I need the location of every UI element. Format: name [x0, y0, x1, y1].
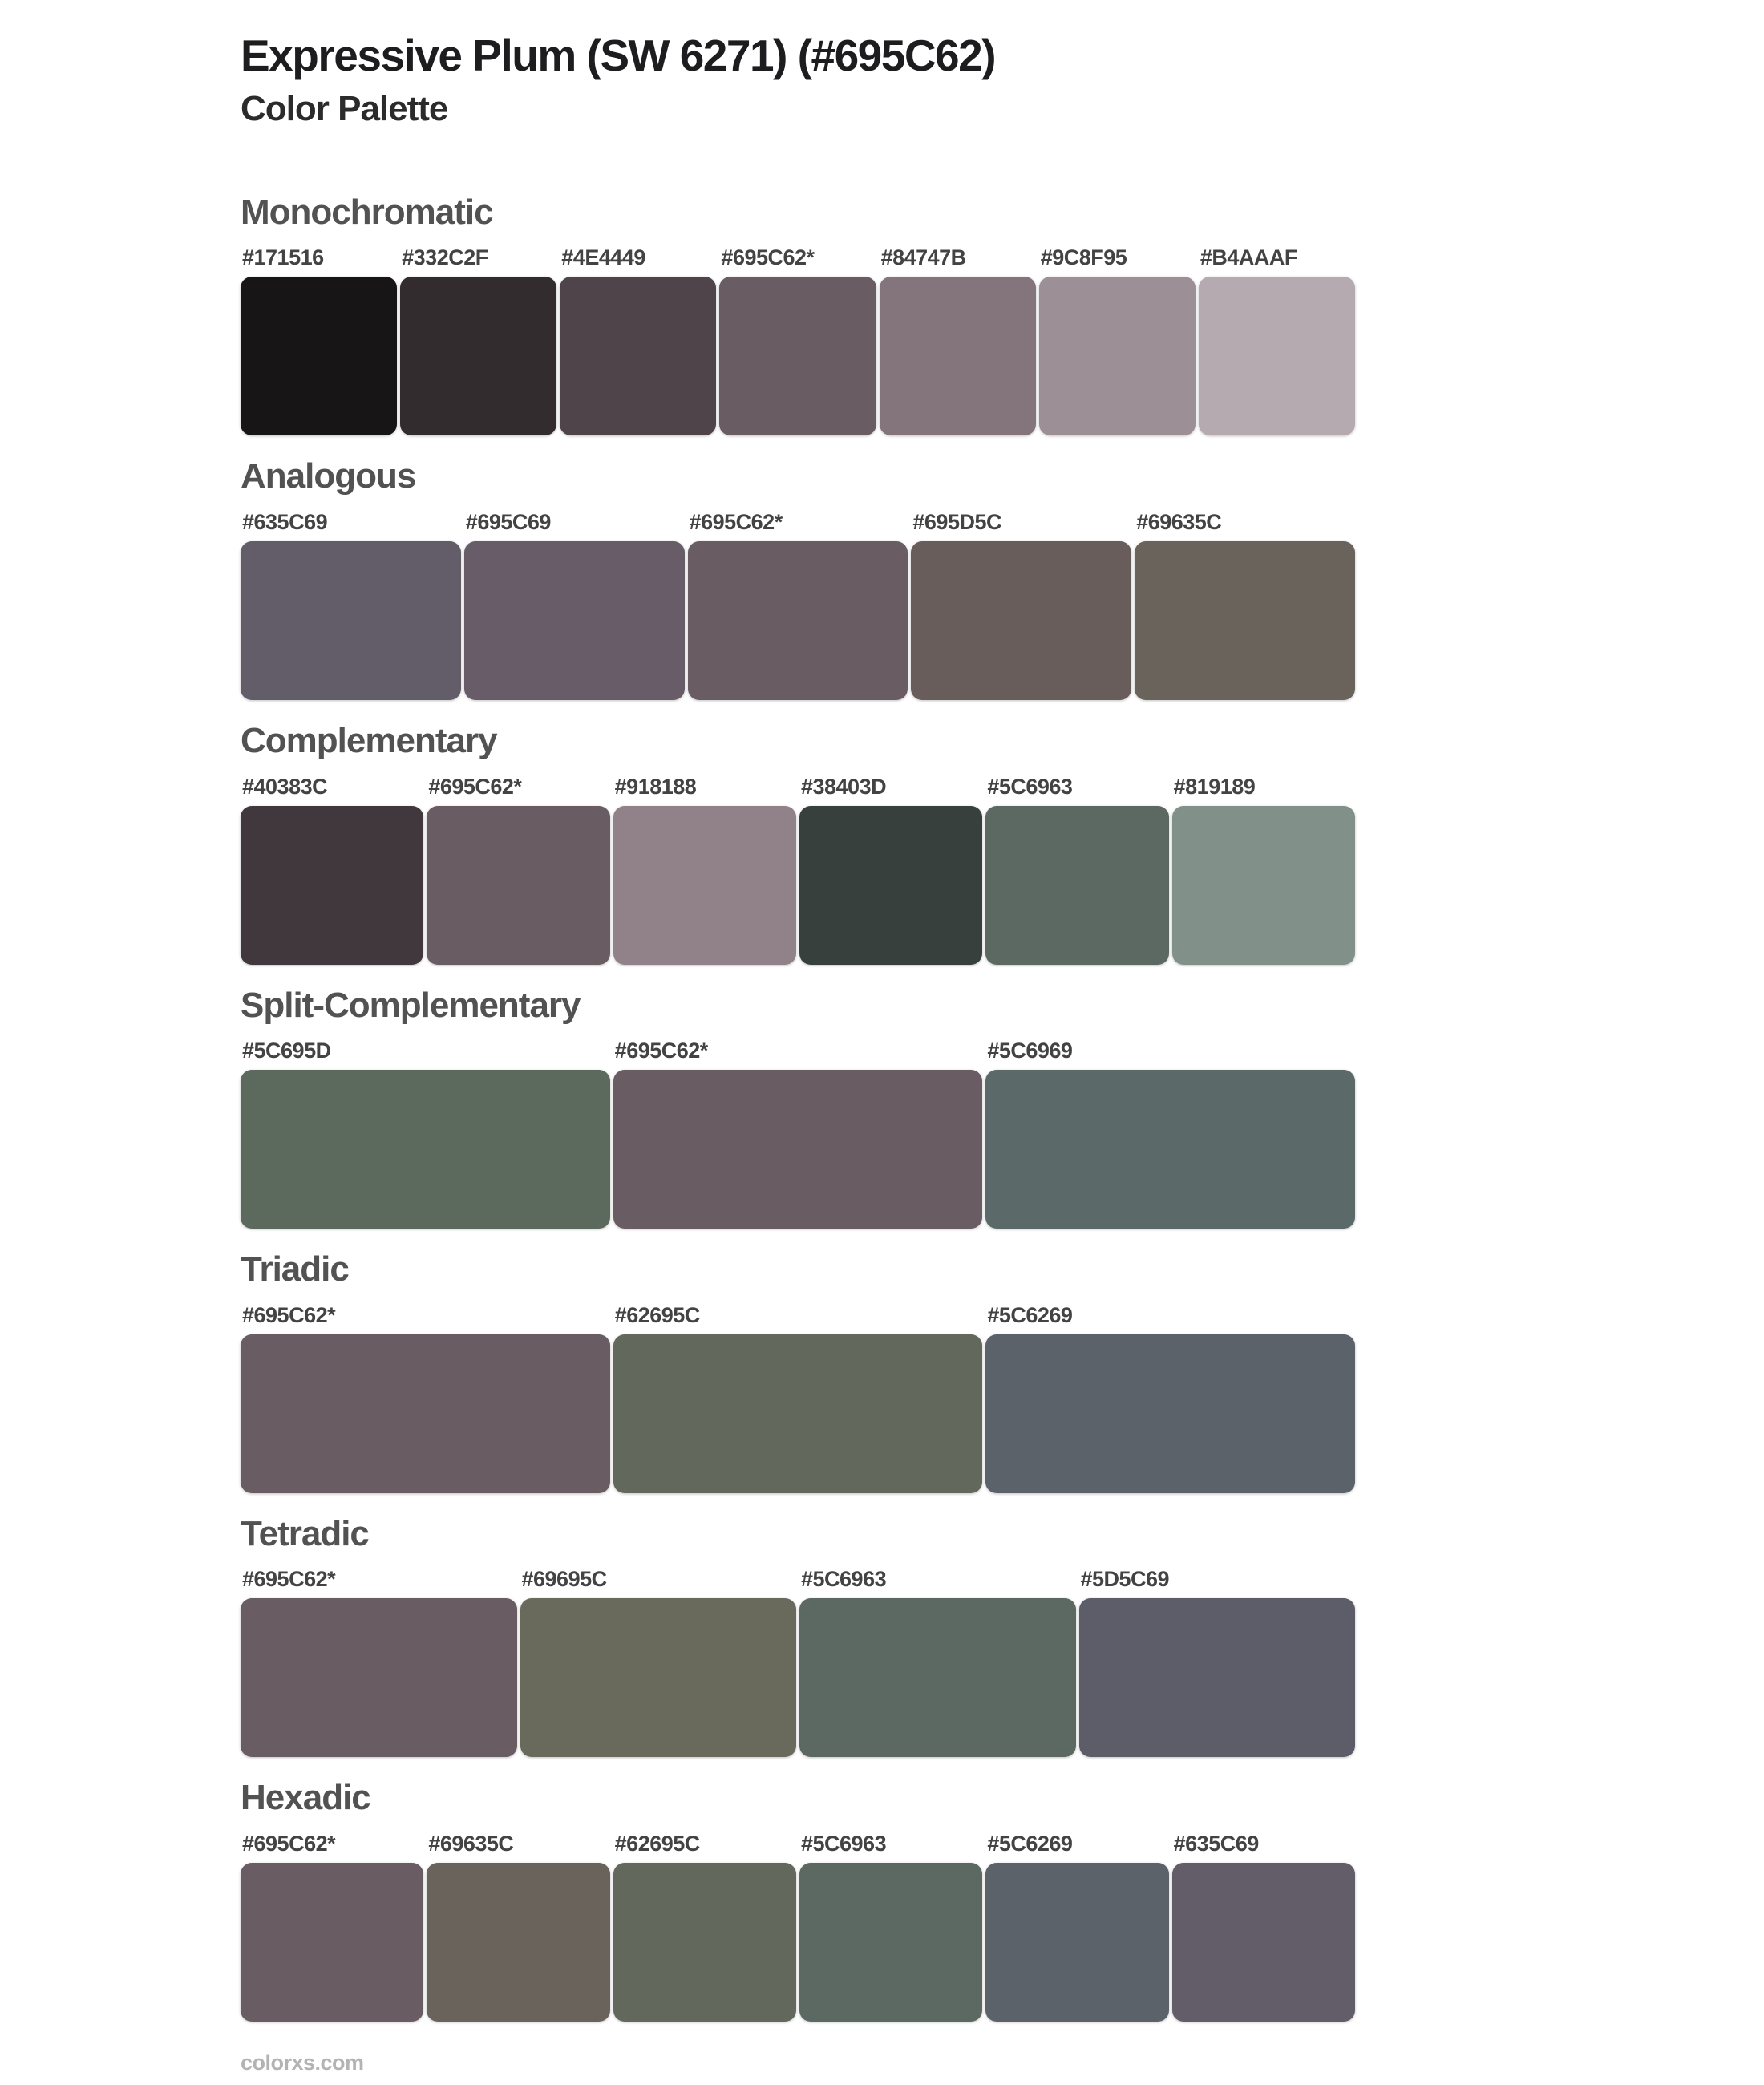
section-title: Hexadic	[241, 1778, 370, 1818]
swatch-hex-label: #B4AAAF	[1200, 245, 1297, 270]
swatch-hex-label: #38403D	[800, 774, 887, 799]
swatch-hex-label: #5C6269	[987, 1302, 1073, 1327]
page-content	[241, 0, 1355, 2022]
color-swatch[interactable]	[613, 1334, 983, 1493]
swatch-column	[985, 1038, 1355, 1229]
swatch-hex-label: #5C695D	[242, 1038, 331, 1063]
color-swatch[interactable]	[613, 1070, 983, 1229]
swatch-column	[799, 775, 982, 965]
palette-section	[241, 1778, 1355, 2022]
swatch-hex-label: #5C6963	[800, 1832, 887, 1856]
swatch-hex-label: #695D5C	[912, 510, 1001, 535]
palette-section	[241, 986, 1355, 1229]
color-swatch[interactable]	[799, 1598, 1076, 1757]
swatch-column	[241, 775, 423, 965]
swatch-column	[241, 510, 461, 700]
swatch-hex-label: #69635C	[1136, 510, 1222, 535]
swatch-column	[799, 1567, 1076, 1757]
swatch-column	[560, 245, 716, 435]
color-swatch[interactable]	[799, 1863, 982, 2022]
swatch-row	[241, 510, 1355, 700]
swatch-hex-label: #695C62*	[689, 510, 783, 535]
swatch-hex-label: #62695C	[614, 1302, 700, 1327]
color-swatch[interactable]	[1079, 1598, 1356, 1757]
color-swatch[interactable]	[985, 1070, 1355, 1229]
swatch-column	[880, 245, 1036, 435]
swatch-row	[241, 245, 1355, 435]
swatch-hex-label: #69635C	[428, 1832, 514, 1856]
swatch-hex-label: #5C6963	[801, 1567, 887, 1592]
section-title: Monochromatic	[241, 192, 493, 232]
page-title: Expressive Plum (SW 6271) (#695C62)	[241, 30, 996, 80]
palette-section	[241, 192, 1355, 436]
swatch-hex-label: #695C69	[465, 510, 551, 535]
swatch-column	[911, 510, 1131, 700]
swatch-hex-label: #9C8F95	[1040, 245, 1127, 270]
swatch-column	[1079, 1567, 1356, 1757]
color-swatch[interactable]	[241, 1070, 610, 1229]
color-swatch[interactable]	[241, 541, 461, 700]
color-swatch[interactable]	[688, 541, 908, 700]
swatch-hex-label: #5C6969	[987, 1038, 1073, 1063]
swatch-column	[1199, 245, 1355, 435]
palette-section	[241, 721, 1355, 965]
swatch-row	[241, 1038, 1355, 1229]
swatch-hex-label: #62695C	[614, 1832, 700, 1856]
swatch-hex-label: #695C62*	[614, 1038, 708, 1063]
swatch-column	[241, 1832, 423, 2022]
swatch-column	[719, 245, 876, 435]
color-swatch[interactable]	[520, 1598, 797, 1757]
section-title: Triadic	[241, 1249, 349, 1289]
color-swatch[interactable]	[241, 1598, 517, 1757]
swatch-hex-label: #635C69	[242, 510, 328, 535]
swatch-column	[241, 1038, 610, 1229]
swatch-column	[613, 1038, 983, 1229]
swatch-hex-label: #5C6963	[987, 774, 1073, 799]
swatch-column	[241, 245, 397, 435]
color-swatch[interactable]	[719, 277, 876, 435]
palette-sections	[241, 192, 1355, 2022]
swatch-column	[985, 1303, 1355, 1493]
color-swatch[interactable]	[1135, 541, 1355, 700]
swatch-hex-label: #84747B	[880, 245, 966, 270]
page-subtitle: Color Palette	[241, 89, 448, 129]
swatch-hex-label: #918188	[614, 774, 697, 799]
color-swatch[interactable]	[400, 277, 556, 435]
color-swatch[interactable]	[613, 806, 796, 965]
swatch-column	[427, 775, 609, 965]
swatch-row	[241, 1567, 1355, 1757]
swatch-row	[241, 1832, 1355, 2022]
swatch-column	[985, 775, 1168, 965]
section-title: Tetradic	[241, 1513, 369, 1553]
color-swatch[interactable]	[985, 1863, 1168, 2022]
section-title: Complementary	[241, 721, 497, 761]
swatch-hex-label: #819189	[1173, 774, 1256, 799]
swatch-hex-label: #4E4449	[561, 245, 645, 270]
color-swatch[interactable]	[985, 806, 1168, 965]
swatch-column	[1172, 1832, 1355, 2022]
swatch-column	[613, 1303, 983, 1493]
color-swatch[interactable]	[1039, 277, 1196, 435]
color-swatch[interactable]	[1172, 806, 1355, 965]
color-swatch[interactable]	[241, 1334, 610, 1493]
color-swatch[interactable]	[560, 277, 716, 435]
swatch-hex-label: #40383C	[242, 774, 328, 799]
swatch-hex-label: #695C62*	[242, 1302, 336, 1327]
swatch-column	[985, 1832, 1168, 2022]
swatch-hex-label: #171516	[242, 245, 324, 270]
swatch-hex-label: #695C62*	[721, 245, 815, 270]
section-title: Analogous	[241, 456, 416, 496]
swatch-hex-label: #5C6269	[987, 1832, 1073, 1856]
color-swatch[interactable]	[1172, 1863, 1355, 2022]
swatch-column	[1172, 775, 1355, 965]
swatch-hex-label: #695C62*	[242, 1567, 336, 1592]
swatch-column	[464, 510, 685, 700]
color-swatch[interactable]	[985, 1334, 1355, 1493]
color-swatch[interactable]	[613, 1863, 796, 2022]
swatch-column	[400, 245, 556, 435]
swatch-column	[613, 775, 796, 965]
swatch-hex-label: #5D5C69	[1080, 1567, 1170, 1592]
swatch-column	[241, 1303, 610, 1493]
swatch-column	[613, 1832, 796, 2022]
swatch-hex-label: #695C62*	[428, 774, 522, 799]
swatch-column	[1039, 245, 1196, 435]
page-footer	[241, 2051, 1764, 2075]
color-swatch[interactable]	[241, 806, 423, 965]
palette-section	[241, 456, 1355, 700]
color-swatch[interactable]	[241, 1863, 423, 2022]
color-swatch[interactable]	[241, 277, 397, 435]
colorxs-link[interactable]: colorxs.com	[241, 2051, 364, 2075]
color-swatch[interactable]	[1199, 277, 1355, 435]
palette-section	[241, 1514, 1355, 1758]
section-title: Split-Complementary	[241, 985, 581, 1025]
swatch-column	[427, 1832, 609, 2022]
swatch-column	[799, 1832, 982, 2022]
color-swatch[interactable]	[464, 541, 685, 700]
swatch-hex-label: #69695C	[521, 1567, 607, 1592]
color-swatch[interactable]	[880, 277, 1036, 435]
swatch-column	[520, 1567, 797, 1757]
swatch-column	[688, 510, 908, 700]
swatch-row	[241, 1303, 1355, 1493]
color-swatch[interactable]	[427, 1863, 609, 2022]
swatch-hex-label: #635C69	[1173, 1832, 1259, 1856]
swatch-column	[241, 1567, 517, 1757]
swatch-hex-label: #695C62*	[242, 1832, 336, 1856]
color-swatch[interactable]	[799, 806, 982, 965]
color-swatch[interactable]	[427, 806, 609, 965]
swatch-hex-label: #332C2F	[402, 245, 488, 270]
palette-section	[241, 1249, 1355, 1493]
swatch-column	[1135, 510, 1355, 700]
swatch-row	[241, 775, 1355, 965]
color-swatch[interactable]	[911, 541, 1131, 700]
